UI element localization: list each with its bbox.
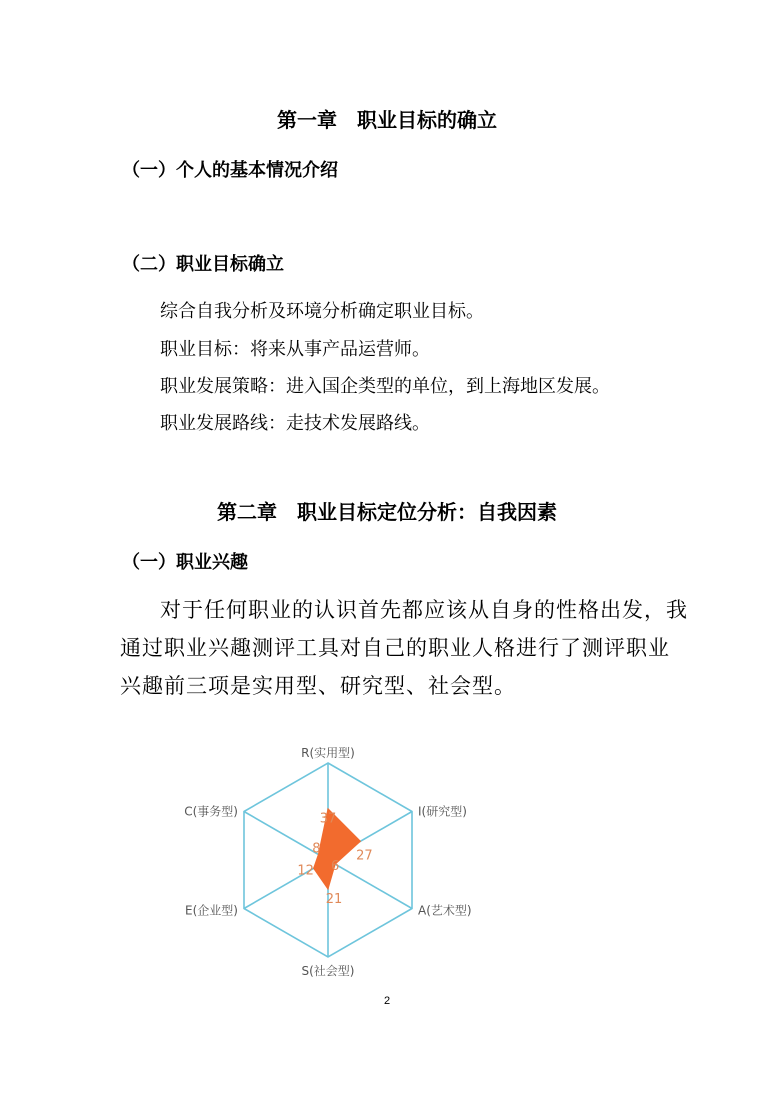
section-career-interest: （一）职业兴趣 — [122, 552, 248, 573]
section-career-goal: （二）职业目标确立 — [122, 254, 284, 275]
section-personal-info: （一）个人的基本情况介绍 — [122, 160, 338, 181]
goal-line: 综合自我分析及环境分析确定职业目标。 — [160, 301, 484, 322]
radar-value-label: 37 — [319, 811, 337, 827]
radar-value-label: 12 — [297, 863, 314, 879]
paragraph-line: 对于任何职业的认识首先都应该从自身的性格出发，我 — [160, 598, 688, 622]
radar-axis-label: A(艺术型) — [418, 903, 472, 918]
page-number: 2 — [383, 995, 391, 1007]
radar-axis-label: I(研究型) — [418, 804, 467, 819]
radar-axis-label: S(社会型) — [301, 964, 355, 978]
radar-axis-label: C(事务型) — [184, 804, 238, 819]
goal-line: 职业发展路线：走技术发展路线。 — [160, 413, 430, 434]
paragraph-line: 兴趣前三项是实用型、研究型、社会型。 — [120, 674, 516, 698]
goal-line: 职业发展策略：进入国企类型的单位，到上海地区发展。 — [160, 376, 610, 397]
paragraph-line: 通过职业兴趣测评工具对自己的职业人格进行了测评职业 — [120, 636, 670, 660]
radar-value-label: 21 — [325, 892, 343, 908]
radar-value-label: 6 — [331, 859, 340, 875]
chapter-2-title: 第二章 职业目标定位分析：自我因素 — [217, 500, 557, 524]
radar-axis-label: E(企业型) — [185, 903, 238, 918]
radar-value-label: 8 — [312, 841, 321, 857]
career-interest-radar-chart — [170, 738, 490, 978]
goal-line: 职业目标：将来从事产品运营师。 — [160, 339, 430, 360]
chapter-1-title: 第一章 职业目标的确立 — [277, 108, 497, 132]
radar-value-label: 27 — [356, 848, 373, 864]
radar-axis-label: R(实用型) — [301, 746, 355, 760]
